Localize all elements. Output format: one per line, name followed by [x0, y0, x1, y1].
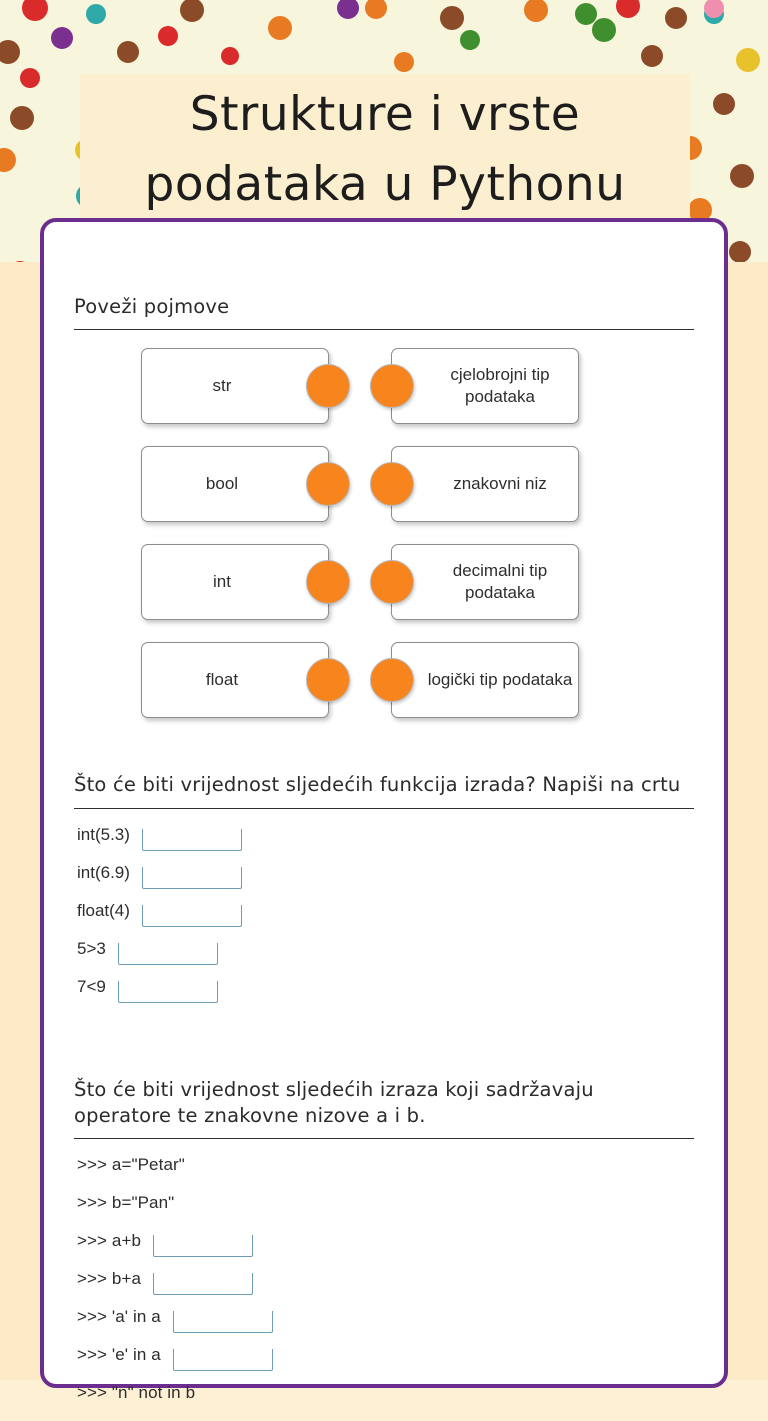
confetti-dot: [394, 52, 414, 72]
function-value-row: [74, 863, 694, 901]
confetti-dot: [221, 47, 239, 65]
confetti-dot: [117, 41, 139, 63]
function-value-answer-input[interactable]: [142, 867, 242, 889]
confetti-dot: [20, 68, 40, 88]
confetti-dot: [641, 45, 663, 67]
section-matching: [74, 294, 694, 718]
operator-expression-answer-input[interactable]: [153, 1273, 253, 1295]
function-value-answer-input[interactable]: [142, 905, 242, 927]
operators-heading-rule: [74, 1138, 694, 1139]
functions-heading-rule: [74, 808, 694, 809]
section-functions: [74, 772, 694, 1014]
worksheet-card: [40, 218, 728, 1403]
match-item-label: float: [205, 670, 239, 690]
match-row: [76, 348, 692, 424]
operator-expression-label: >>> a+b: [77, 1231, 142, 1251]
function-value-row: [74, 977, 694, 1015]
confetti-dot: [665, 7, 687, 29]
operator-expression-row: [74, 1155, 694, 1193]
operator-expression-label: >>> a="Petar": [77, 1155, 185, 1175]
confetti-dot: [86, 4, 106, 24]
confetti-dot: [337, 0, 359, 19]
functions-rows: [74, 825, 694, 1015]
match-row: [76, 642, 692, 718]
confetti-dot: [460, 30, 480, 50]
operator-expression-label: >>> 'e' in a: [77, 1345, 161, 1365]
confetti-dot: [730, 164, 754, 188]
match-item-label: decimalni tip podataka: [452, 560, 548, 603]
function-value-label: 5>3: [77, 938, 106, 958]
confetti-dot: [0, 148, 16, 172]
function-value-row: [74, 939, 694, 977]
matching-heading-rule: [74, 329, 694, 330]
match-row: [76, 446, 692, 522]
match-item-label: int: [213, 572, 231, 592]
page-side-rail-right: [724, 262, 768, 1380]
confetti-dot: [268, 16, 292, 40]
match-item-right[interactable]: [391, 642, 579, 718]
match-connector-dot[interactable]: [306, 658, 350, 702]
operator-expression-row: [74, 1269, 694, 1307]
match-connector-dot[interactable]: [370, 560, 414, 604]
operators-rows: [74, 1155, 694, 1421]
function-value-answer-input[interactable]: [142, 829, 242, 851]
function-value-label: float(4): [77, 900, 130, 920]
match-item-left[interactable]: [141, 544, 329, 620]
operator-expression-row: [74, 1231, 694, 1269]
operator-expression-label: >>> b+a: [77, 1269, 142, 1289]
confetti-dot: [524, 0, 548, 22]
function-value-row: [74, 825, 694, 863]
confetti-dot: [22, 0, 48, 21]
match-connector-dot[interactable]: [370, 462, 414, 506]
match-connector-dot[interactable]: [370, 658, 414, 702]
confetti-dot: [592, 18, 616, 42]
confetti-dot: [51, 27, 73, 49]
function-value-label: int(6.9): [77, 862, 130, 882]
confetti-dot: [736, 48, 760, 72]
function-value-label: int(5.3): [77, 824, 130, 844]
operator-expression-answer-input[interactable]: [153, 1235, 253, 1257]
match-item-right[interactable]: [391, 446, 579, 522]
match-item-label: bool: [205, 474, 239, 494]
operator-expression-answer-input[interactable]: [173, 1311, 273, 1333]
operator-expression-row: [74, 1307, 694, 1345]
function-value-answer-input[interactable]: [118, 943, 218, 965]
confetti-dot: [440, 6, 464, 30]
match-connector-dot[interactable]: [306, 560, 350, 604]
confetti-dot: [10, 106, 34, 130]
section-operators: [74, 1077, 694, 1421]
operator-expression-label: >>> "n" not in b: [77, 1383, 196, 1403]
match-item-label: znakovni niz: [453, 474, 547, 494]
confetti-dot: [729, 241, 751, 263]
operator-expression-row: [74, 1383, 694, 1421]
matching-heading: Poveži pojmove: [74, 295, 230, 318]
match-item-left[interactable]: [141, 348, 329, 424]
matching-exercise: [74, 348, 694, 718]
page-side-rail-left: [0, 262, 44, 1380]
match-connector-dot[interactable]: [306, 364, 350, 408]
page-title: Strukture i vrste podataka u Pythonu: [144, 87, 626, 212]
function-value-row: [74, 901, 694, 939]
match-item-left[interactable]: [141, 642, 329, 718]
confetti-dot: [713, 93, 735, 115]
confetti-dot: [0, 40, 20, 64]
confetti-dot: [158, 26, 178, 46]
title-banner: [80, 74, 690, 222]
match-row: [76, 544, 692, 620]
match-connector-dot[interactable]: [306, 462, 350, 506]
operator-expression-label: >>> 'a' in a: [77, 1307, 161, 1327]
operator-expression-row: [74, 1345, 694, 1383]
match-item-label: str: [212, 376, 232, 396]
confetti-dot: [365, 0, 387, 19]
confetti-dot: [180, 0, 204, 22]
operator-expression-answer-input[interactable]: [173, 1349, 273, 1371]
operator-expression-row: [74, 1193, 694, 1231]
function-value-answer-input[interactable]: [118, 981, 218, 1003]
match-item-right[interactable]: [391, 348, 579, 424]
operators-heading: Što će biti vrijednost sljedećih izraza koji sadržavaju operatore te znakovne nizove a i b.: [74, 1077, 594, 1127]
confetti-dot: [616, 0, 640, 18]
match-connector-dot[interactable]: [370, 364, 414, 408]
functions-heading: Što će biti vrijednost sljedećih funkcija izrada? Napiši na crtu: [74, 773, 681, 797]
function-value-label: 7<9: [77, 976, 106, 996]
match-item-label: cjelobrojni tip podataka: [450, 364, 550, 407]
operator-expression-label: >>> b="Pan": [77, 1193, 175, 1213]
match-item-left[interactable]: [141, 446, 329, 522]
match-item-label: logički tip podataka: [427, 670, 573, 690]
match-item-right[interactable]: [391, 544, 579, 620]
